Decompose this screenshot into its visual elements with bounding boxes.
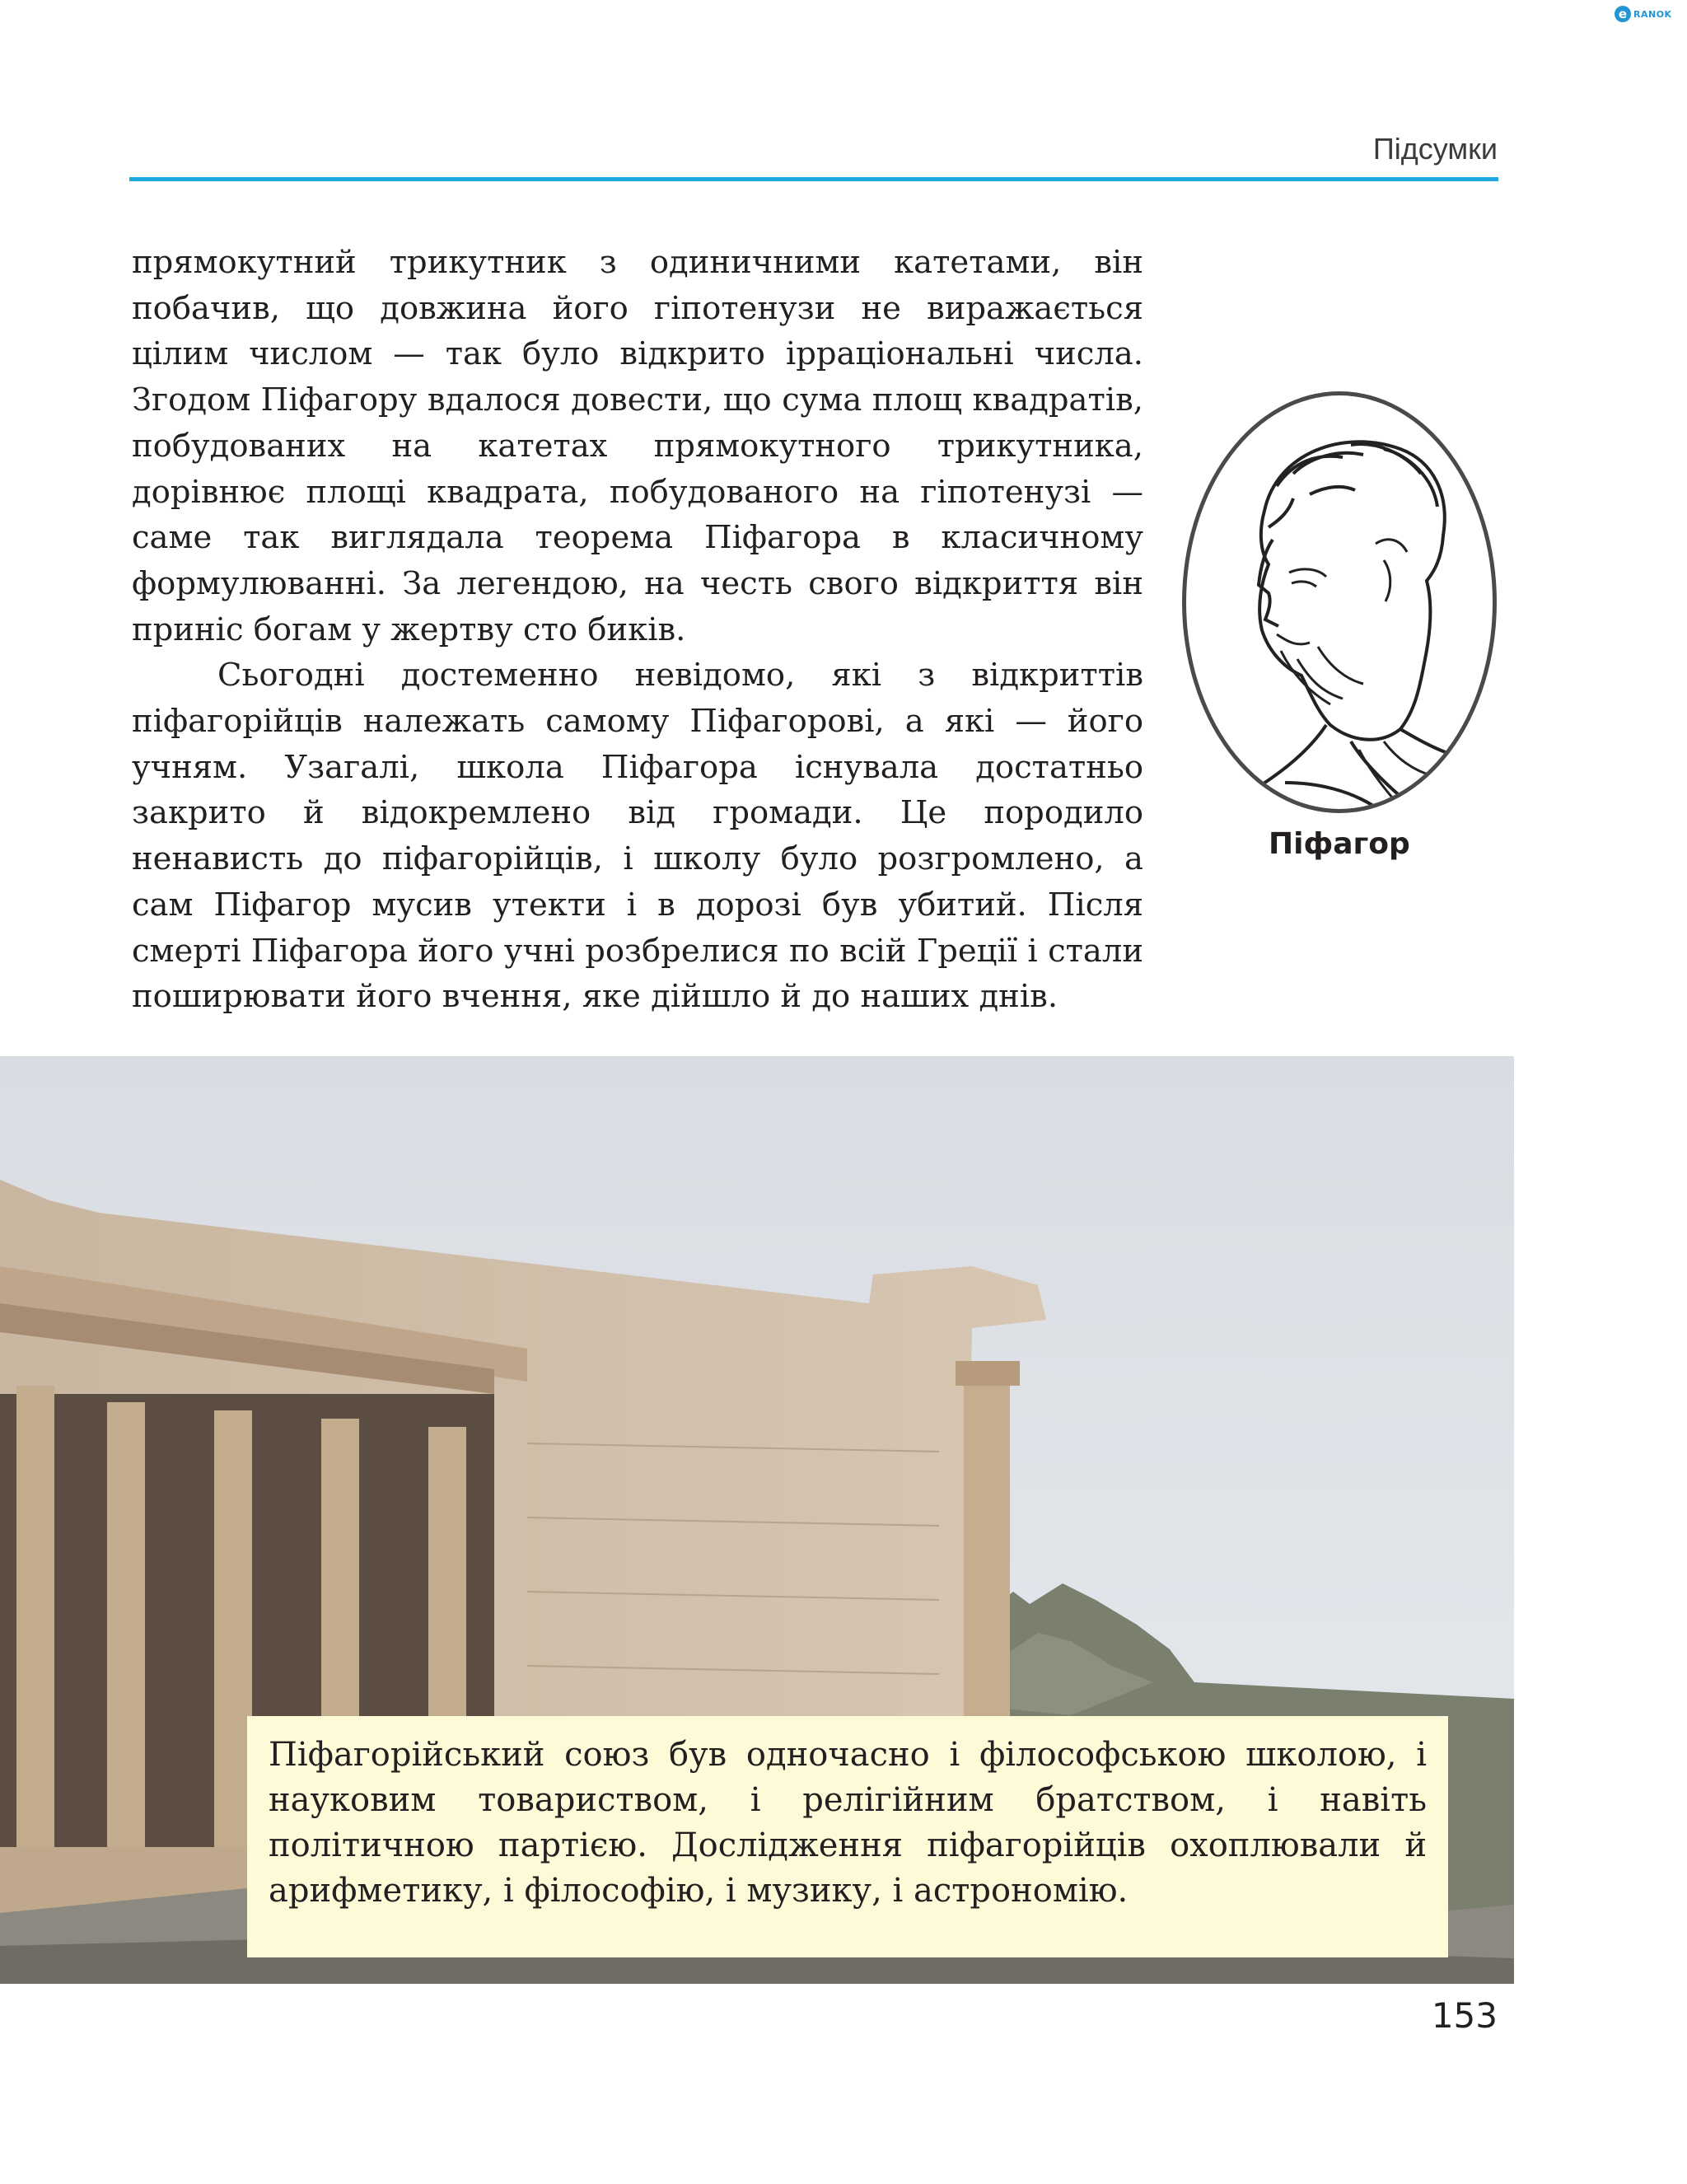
publisher-logo	[1615, 5, 1682, 23]
header-rule	[129, 177, 1498, 181]
publisher-logo-mark: e	[1615, 6, 1631, 22]
paragraph-1: прямокутний трикутник з одиничними катетами, він побачив, що довжина його гіпотенузи не виражається цілим числом — так було відкрито ірраціональні числа. Згодом Піфагору вдалося довести, що сума площ квадратів, побудованих на катетах прямокутного трикутника, дорівнює площі квадрата, побудованого на гіпотенузі — саме так виглядала теорема Піфагора в класичному формулюванні. За легендою, на честь свого відкриття він приніс богам у жертву сто биків.	[132, 244, 1143, 648]
main-text	[132, 240, 1143, 1020]
page-number: 153	[1431, 1995, 1498, 2036]
portrait-caption: Піфагор	[1269, 827, 1410, 861]
paragraph-2: Сьогодні достеменно невідомо, які з відкриттів піфагорійців належать самому Піфагорові, а які — його учням. Узагалі, школа Піфагора існувала достатньо закрито й відокремлено від громади. Це породило ненависть до піфагорійців, і школу було розгромлено, а сам Піфагор мусив утекти і в дорозі був убитий. Після смерті Піфагора його учні розбрелися по всій Греції і стали поширювати його вчення, яке дійшло й до наших днів.	[132, 657, 1143, 1016]
pythagoras-portrait	[1182, 391, 1497, 813]
info-note: Піфагорійський союз був одночасно і філософською школою, і науковим товариством, і релігійним братством, і навіть політичною партією. Дослідження піфагорійців охоплювали й арифметику, і філософію, і музику, і астрономію.	[247, 1716, 1448, 1957]
running-head: Підсумки	[1372, 132, 1498, 166]
pythagoras-portrait-drawing	[1186, 395, 1493, 809]
publisher-logo-text: RANOK	[1633, 8, 1672, 20]
